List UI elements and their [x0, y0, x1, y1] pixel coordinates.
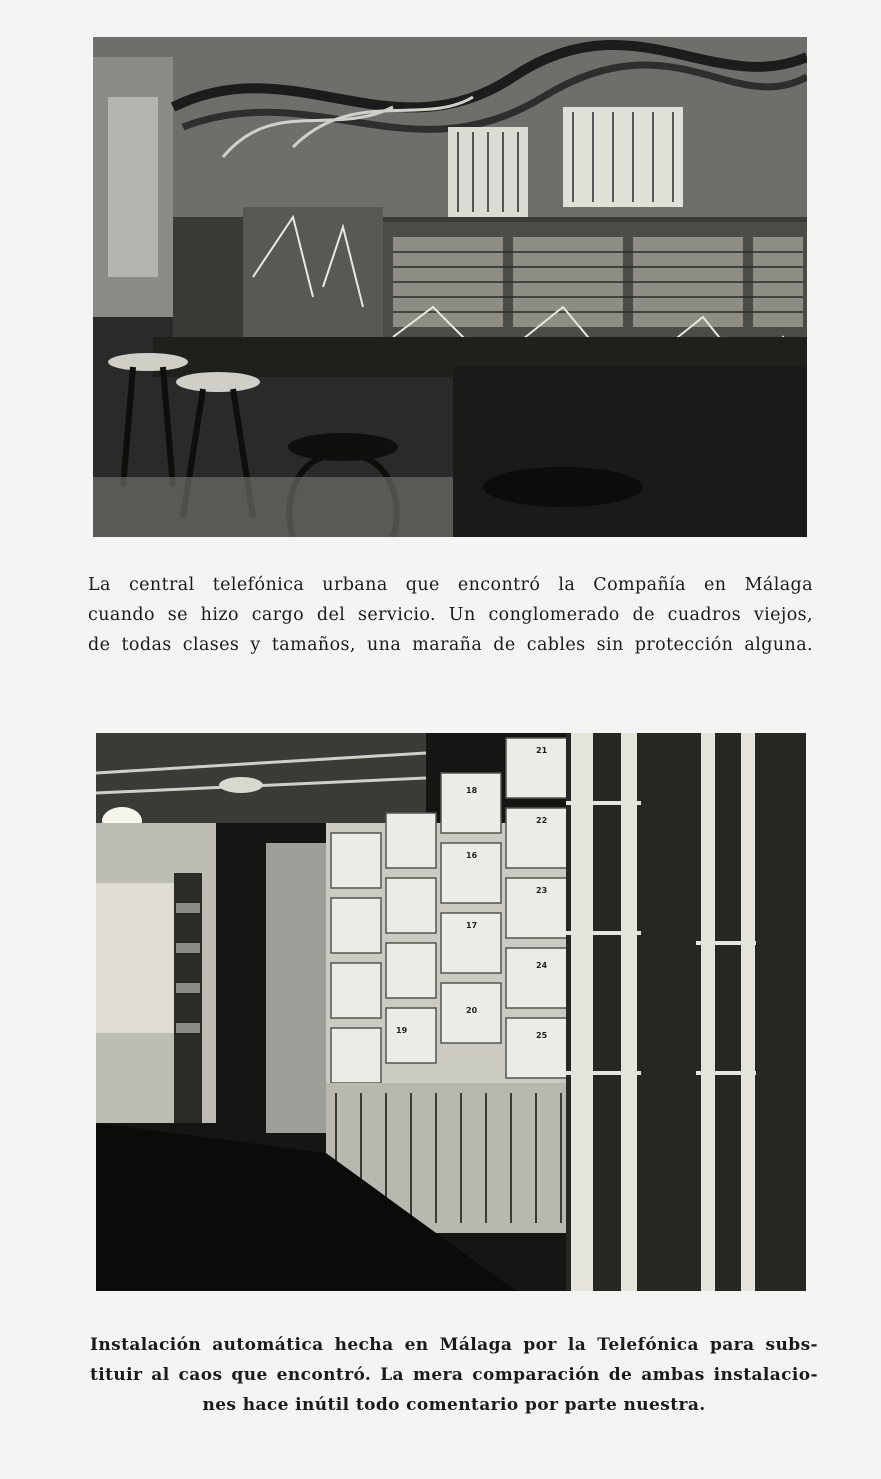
caption-top-line-3: de todas clases y tamaños, una maraña de cables sin protección alguna. — [88, 635, 813, 655]
caption-old-switchboard — [88, 570, 813, 660]
frame-label: 19 — [396, 1026, 408, 1035]
frame-label: 18 — [466, 786, 478, 795]
caption-automatic-exchange — [90, 1330, 818, 1420]
old-switchboard-photo — [93, 37, 807, 537]
old-switchboard-illustration — [93, 37, 807, 537]
frame-label: 16 — [466, 851, 478, 860]
frame-label: 24 — [536, 961, 548, 970]
caption-bottom-line-1: Instalación automática hecha en Málaga por la Telefónica para subs- — [90, 1335, 818, 1355]
frame-label: 22 — [536, 816, 548, 825]
frame-label: 17 — [466, 921, 478, 930]
automatic-exchange-photo — [96, 733, 806, 1291]
frame-label: 21 — [536, 746, 548, 755]
frame-label: 20 — [466, 1006, 478, 1015]
caption-bottom-line-3: nes hace inútil todo comentario por parte nuestra. — [202, 1395, 706, 1415]
frame-label: 25 — [536, 1031, 548, 1040]
caption-bottom-line-2: tituir al caos que encontró. La mera comparación de ambas instalacio- — [90, 1365, 818, 1385]
caption-top-line-1: La central telefónica urbana que encontró la Compañía en Málaga — [88, 575, 813, 595]
automatic-exchange-illustration — [96, 733, 806, 1291]
caption-top-line-2: cuando se hizo cargo del servicio. Un conglomerado de cuadros viejos, — [88, 605, 813, 625]
frame-label: 23 — [536, 886, 548, 895]
